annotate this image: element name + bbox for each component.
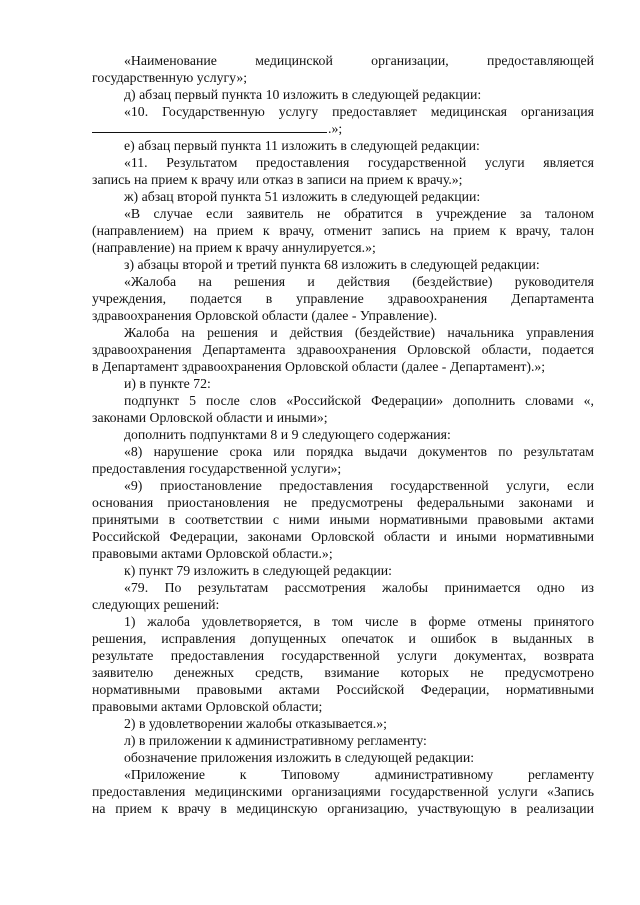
text-line: результате предоставления государственной услуги документах, возврата xyxy=(92,648,594,663)
text-line: Жалоба на решения и действия (бездействие) начальника управления xyxy=(124,325,594,340)
text-line: «10. Государственную услугу предоставляет медицинская организация xyxy=(124,104,594,119)
text-line: «Наименование медицинской организации, предоставляющей xyxy=(124,53,594,68)
text-line: заявителю денежных средств, взимание которых не предусмотрено xyxy=(92,665,594,680)
text-line: правовыми актами Орловской области; xyxy=(92,699,323,714)
text-line: здравоохранения Орловской области (далее - Управление). xyxy=(92,308,438,323)
text-line: (направлением) на прием к врачу, отменит запись на прием к врачу, талон xyxy=(92,223,594,238)
text-line: и) в пункте 72: xyxy=(124,376,211,391)
text-line: .»; xyxy=(328,121,343,136)
text-line: запись на прием к врачу или отказ в записи на прием к врачу.»; xyxy=(92,172,463,187)
text-line: ж) абзац второй пункта 51 изложить в следующей редакции: xyxy=(124,189,481,204)
text-line: «8) нарушение срока или порядка выдачи документов по результатам xyxy=(124,444,594,459)
text-line: здравоохранения Департамента здравоохранения Орловской области, подается xyxy=(92,342,594,357)
blank-line xyxy=(92,120,594,137)
text-line: основания приостановления не предусмотрены федеральными законами и xyxy=(92,495,594,510)
text-line: принятыми в соответствии с ними иными нормативными правовыми актами xyxy=(92,512,594,527)
text-line: 2) в удовлетворении жалобы отказывается.»; xyxy=(124,716,387,731)
text-line: е) абзац первый пункта 11 изложить в следующей редакции: xyxy=(124,138,480,153)
fill-in-blank xyxy=(92,120,327,133)
text-line: законами Орловской области и иными»; xyxy=(92,410,328,425)
text-line: к) пункт 79 изложить в следующей редакции: xyxy=(124,563,393,578)
text-line: предоставления государственной услуги»; xyxy=(92,461,342,476)
text-line: учреждения, подается в управление здравоохранения Департамента xyxy=(92,291,594,306)
text-line: дополнить подпунктами 8 и 9 следующего содержания: xyxy=(124,427,451,442)
text-line: предоставления медицинскими организациями государственной услуги «Запись xyxy=(92,784,594,799)
text-line: обозначение приложения изложить в следующей редакции: xyxy=(124,750,475,765)
text-line: подпункт 5 после слов «Российской Федерации» дополнить словами «, xyxy=(124,393,594,408)
text-line: следующих решений: xyxy=(92,597,220,612)
text-line: в Департамент здравоохранения Орловской области (далее - Департамент).»; xyxy=(92,359,546,374)
text-line: нормативными правовыми актами Российской Федерации, нормативными xyxy=(92,682,594,697)
text-line: «11. Результатом предоставления государственной услуги является xyxy=(124,155,594,170)
text-line: л) в приложении к административному регламенту: xyxy=(124,733,427,748)
text-line: з) абзацы второй и третий пункта 68 изложить в следующей редакции: xyxy=(124,257,540,272)
text-line: государственную услугу»; xyxy=(92,70,248,85)
text-line: д) абзац первый пункта 10 изложить в следующей редакции: xyxy=(124,87,482,102)
text-line: «Жалоба на решения и действия (бездействие) руководителя xyxy=(124,274,594,289)
text-line: правовыми актами Орловской области.»; xyxy=(92,546,333,561)
text-line: Российской Федерации, законами Орловской области и иными нормативными xyxy=(92,529,594,544)
text-line: решения, исправления допущенных опечаток и ошибок в выданных в xyxy=(92,631,594,646)
text-line: «Приложение к Типовому административному регламенту xyxy=(124,767,594,782)
text-line: на прием к врачу в медицинскую организацию, участвующую в реализации xyxy=(92,801,594,816)
text-line: «79. По результатам рассмотрения жалобы принимается одно из xyxy=(124,580,594,595)
text-line: 1) жалоба удовлетворяется, в том числе в форме отмены принятого xyxy=(124,614,594,629)
text-line: «В случае если заявитель не обратится в учреждение за талоном xyxy=(124,206,594,221)
text-line: (направление) на прием к врачу аннулируется.»; xyxy=(92,240,376,255)
text-line: «9) приостановление предоставления государственной услуги, если xyxy=(124,478,594,493)
